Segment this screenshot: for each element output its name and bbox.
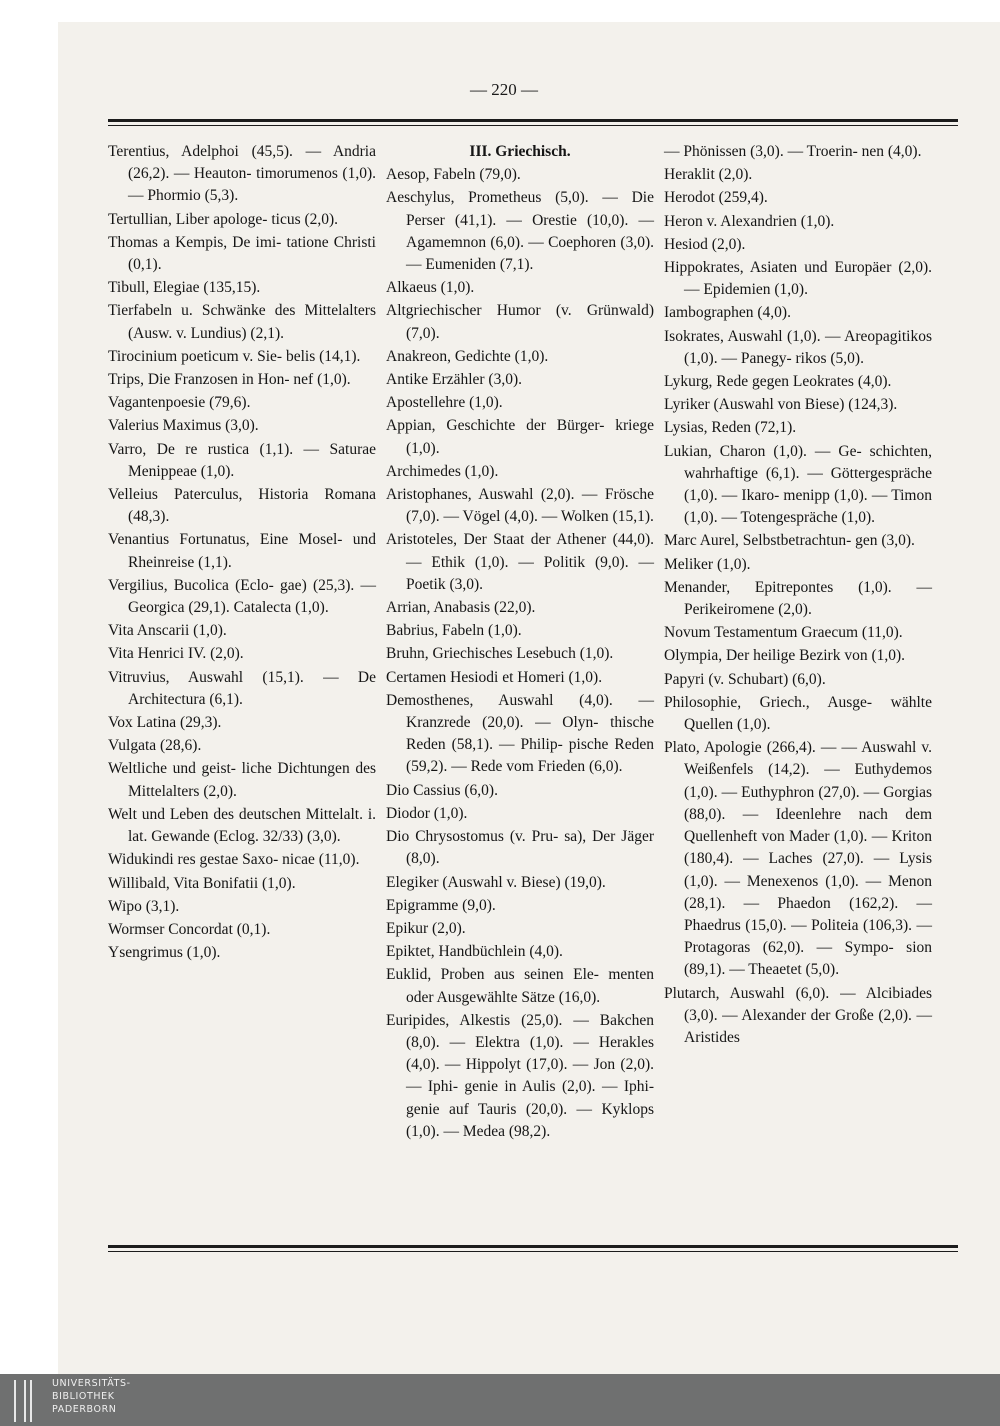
index-entry: Epikur (2,0).	[386, 919, 466, 937]
index-entry: Epiktet, Handbüchlein (4,0).	[386, 943, 563, 961]
index-entry: Olympia, Der heilige Bezirk von (1,0).	[664, 647, 906, 665]
index-entry: Weltliche und geist- liche Dichtungen des Mittelalters (2,0).	[108, 760, 376, 800]
index-entry: Lykurg, Rede gegen Leokrates (4,0).	[664, 373, 892, 391]
index-entry: Vulgata (28,6).	[108, 737, 202, 755]
index-entry: Willibald, Vita Bonifatii (1,0).	[108, 874, 296, 892]
index-entry: Varro, De re rustica (1,1). — Saturae Menippeae (1,0).	[108, 440, 376, 480]
index-entry: Vox Latina (29,3).	[108, 714, 222, 732]
index-entry: Ysengrimus (1,0).	[108, 944, 221, 962]
index-entry: Tirocinium poeticum v. Sie- belis (14,1).	[108, 347, 361, 365]
index-entry: Anakreon, Gedichte (1,0).	[386, 347, 549, 365]
index-entry: Valerius Maximus (3,0).	[108, 417, 259, 435]
index-entry: Hippokrates, Asiaten und Europäer (2,0). — Epidemien (1,0).	[664, 259, 932, 299]
index-entry: Altgriechischer Humor (v. Grünwald) (7,0).	[386, 302, 654, 342]
column-right	[664, 141, 932, 1050]
index-entry: Lukian, Charon (1,0). — Ge- schichten, wahrhaftige (6,1). — Göttergespräche (1,0). — Ikaro- menipp (1,0). — Timon (1,0). — Totengespräche (1,0).	[664, 442, 932, 527]
index-entry: Dio Cassius (6,0).	[386, 781, 498, 799]
index-entry: Aristoteles, Der Staat der Athener (44,0). — Ethik (1,0). — Politik (9,0). — Poetik (3,0).	[386, 531, 654, 593]
index-entry: Appian, Geschichte der Bürger- kriege (1,0).	[386, 417, 654, 457]
index-entry: Philosophie, Griech., Ausge- wählte Quellen (1,0).	[664, 693, 932, 734]
index-entry: Aristophanes, Auswahl (2,0). — Frösche (7,0). — Vögel (4,0). — Wolken (15,1).	[386, 486, 654, 526]
library-footer-bar	[0, 1374, 1000, 1426]
section-heading-greek: III. Griechisch.	[469, 143, 571, 160]
index-entry: Novum Testamentum Graecum (11,0).	[664, 624, 903, 642]
library-logo-line3: PADERBORN	[52, 1404, 117, 1415]
index-entry: Alkaeus (1,0).	[386, 279, 475, 297]
index-entry: Vita Anscarii (1,0).	[108, 622, 227, 640]
index-entry: Widukindi res gestae Saxo- nicae (11,0).	[108, 851, 360, 869]
index-entry: Menander, Epitrepontes (1,0). — Perikeiromene (2,0).	[664, 578, 932, 619]
index-entry: Vitruvius, Auswahl (15,1). — De Architectura (6,1).	[108, 668, 376, 708]
index-entry: Vagantenpoesie (79,6).	[108, 394, 251, 412]
index-entry: Apostellehre (1,0).	[386, 394, 503, 412]
index-entry: Epigramme (9,0).	[386, 896, 496, 914]
index-entry: Plato, Apologie (266,4). — — Auswahl v. Weißenfels (14,2). — Euthydemos (1,0). — Euthyphron (27,0). — Gorgias (88,0). — Ideenlehre nach dem Quellenheft von Mader (1,0). — Kriton (180,4). — Laches (27,0). — Lysis (1,0). — Menexenos (1,0). — Menon (28,1). — Phaedon (162,2). — Phaedrus (15,0). — Politeia (106,3). — Protagoras (62,0). — Sympo- sion (89,1). — Theaetet (5,0).	[664, 739, 932, 979]
top-rule-thin	[108, 125, 958, 126]
library-logo-mark-icon	[30, 1380, 42, 1422]
index-entry: Plutarch, Auswahl (6,0). — Alcibiades (3,0). — Alexander der Große (2,0). — Aristides	[664, 984, 932, 1046]
index-entry: Papyri (v. Schubart) (6,0).	[664, 670, 826, 688]
index-entry: Aesop, Fabeln (79,0).	[386, 166, 521, 184]
index-entry: Venantius Fortunatus, Eine Mosel- und Rheinreise (1,1).	[108, 531, 376, 571]
index-entry: Diodor (1,0).	[386, 804, 468, 822]
index-entry: Lyriker (Auswahl von Biese) (124,3).	[664, 396, 898, 414]
index-entry: Archimedes (1,0).	[386, 462, 499, 480]
index-entry: Tibull, Elegiae (135,15).	[108, 279, 261, 297]
index-entry: Arrian, Anabasis (22,0).	[386, 599, 536, 617]
index-entry: Hesiod (2,0).	[664, 235, 746, 253]
top-rule-thick	[108, 119, 958, 122]
index-entry: Tierfabeln u. Schwänke des Mittelalters (Ausw. v. Lundius) (2,1).	[108, 302, 376, 342]
library-logo-icon	[14, 1380, 26, 1422]
index-entry: Welt und Leben des deutschen Mittelalt. i. lat. Gewande (Eclog. 32/33) (3,0).	[108, 805, 376, 846]
index-entry: Herodot (259,4).	[664, 189, 768, 207]
index-entry: Thomas a Kempis, De imi- tatione Christi (0,1).	[108, 233, 376, 274]
index-entry: Iambographen (4,0).	[664, 304, 791, 322]
index-entry: Isokrates, Auswahl (1,0). — Areopagitikos (1,0). — Panegy- rikos (5,0).	[664, 327, 932, 367]
index-entry: Elegiker (Auswahl v. Biese) (19,0).	[386, 873, 606, 891]
index-entry: Vita Henrici IV. (2,0).	[108, 645, 244, 663]
page-number: — 220 —	[470, 80, 538, 99]
library-logo-line2: BIBLIOTHEK	[52, 1391, 115, 1402]
index-entry: Wormser Concordat (0,1).	[108, 920, 271, 938]
index-entry: Demosthenes, Auswahl (4,0). — Kranzrede (20,0). — Olyn- thische Reden (58,1). — Philip- pische Reden (59,2). — Rede vom Frieden (6,0).	[386, 691, 654, 776]
index-entry: Aeschylus, Prometheus (5,0). — Die Perser (41,1). — Orestie (10,0). — Agamemnon (6,0). — Coephoren (3,0). — Eumeniden (7,1).	[386, 189, 654, 274]
index-entry: Lysias, Reden (72,1).	[664, 419, 797, 437]
index-entry: Heraklit (2,0).	[664, 166, 753, 184]
bottom-rule-thin	[108, 1251, 958, 1252]
index-entry: Tertullian, Liber apologe- ticus (2,0).	[108, 210, 339, 228]
library-logo-line1: UNIVERSITÄTS-	[52, 1378, 131, 1389]
index-entry: Babrius, Fabeln (1,0).	[386, 622, 522, 640]
index-entry: Euklid, Proben aus seinen Ele- menten oder Ausgewählte Sätze (16,0).	[386, 966, 654, 1006]
index-entry: Certamen Hesiodi et Homeri (1,0).	[386, 668, 603, 686]
index-entry: Dio Chrysostomus (v. Pru- sa), Der Jäger (8,0).	[386, 828, 654, 868]
bottom-rule-thick	[108, 1245, 958, 1248]
index-entry: Heron v. Alexandrien (1,0).	[664, 212, 835, 230]
index-entry: Trips, Die Franzosen in Hon- nef (1,0).	[108, 371, 351, 389]
index-entry: Wipo (3,1).	[108, 897, 180, 915]
index-entry: Bruhn, Griechisches Lesebuch (1,0).	[386, 645, 614, 663]
index-entry: Antike Erzähler (3,0).	[386, 371, 522, 389]
index-entry: — Phönissen (3,0). — Troerin- nen (4,0).	[664, 143, 922, 160]
index-entry: Velleius Paterculus, Historia Romana (48,3).	[108, 486, 376, 526]
index-entry: Euripides, Alkestis (25,0). — Bakchen (8,0). — Elektra (1,0). — Herakles (4,0). — Hippolyt (17,0). — Jon (2,0). — Iphi- genie in Aulis (2,0). — Iphi- genie auf Tauris (20,0). — Kyklops (1,0). — Medea (98,2).	[386, 1011, 654, 1140]
index-entry: Meliker (1,0).	[664, 555, 751, 573]
column-middle	[386, 141, 654, 1144]
index-entry: Vergilius, Bucolica (Eclo- gae) (25,3). — Georgica (29,1). Catalecta (1,0).	[108, 576, 376, 617]
index-entry: Terentius, Adelphoi (45,5). — Andria (26,2). — Heauton- timorumenos (1,0). — Phormio (5,3).	[108, 143, 376, 205]
column-left	[108, 141, 376, 965]
index-entry: Marc Aurel, Selbstbetrachtun- gen (3,0).	[664, 532, 915, 550]
